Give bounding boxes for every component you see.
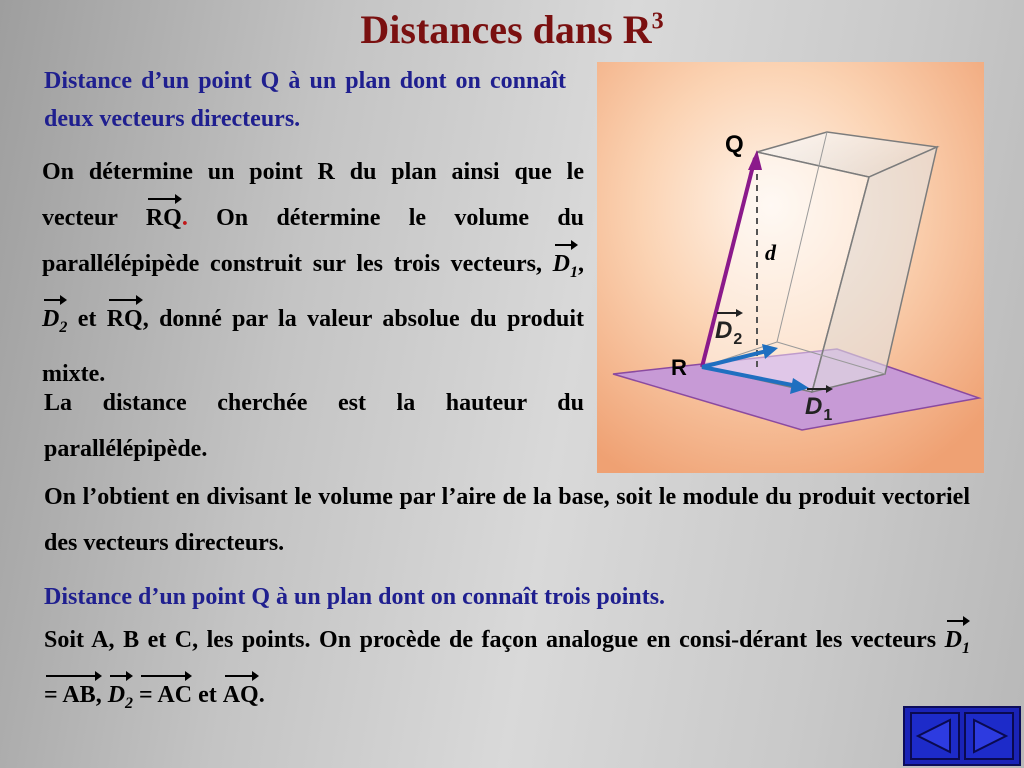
vector-d2: $D_2$	[42, 296, 67, 351]
section1-paragraph: On détermine un point R du plan ainsi que le vecteur RQ. On détermine le volume du parallélépipède construit sur les trois vecteurs, $D_1$, $D_2$ et RQ, donné par la valeur absolue du produit mixte.	[42, 159, 585, 387]
section1-heading: Distance d’un point Q à un plan dont on connaît deux vecteurs directeurs.	[44, 68, 566, 132]
vector-ac: = AC	[139, 672, 192, 718]
section1-paragraph-2: La distance cherchée est la hauteur du parallélépipède.	[44, 390, 584, 462]
vector-d2: $D_2$	[108, 672, 133, 727]
vector-d1: $D_1$	[945, 617, 970, 672]
section2-heading: Distance d’un point Q à un plan dont on connaît trois points.	[44, 584, 666, 610]
vector-d1: $D_1$	[553, 241, 578, 296]
label-d2: $D_2$	[715, 317, 743, 348]
arrow-left-icon	[912, 714, 958, 758]
vector-ab: = AB,	[44, 672, 102, 718]
label-d: d	[765, 240, 776, 265]
arrow-right-icon	[966, 714, 1012, 758]
section1-paragraph-3: On l’obtient en divisant le volume par l’aire de la base, soit le module du produit vectoriel des vecteurs directeurs.	[44, 484, 970, 556]
label-r: R	[671, 355, 687, 380]
slide-navigation	[903, 706, 1021, 766]
slide-title: Distances dans $R^3$	[360, 7, 664, 52]
vector-rq: RQ	[146, 195, 182, 241]
vector-rq-2: RQ	[107, 296, 143, 342]
label-d1: $D_1$	[805, 393, 833, 424]
next-slide-button[interactable]	[964, 712, 1014, 760]
vector-aq: AQ	[223, 672, 259, 718]
parallelepiped-diagram	[597, 62, 984, 473]
prev-slide-button[interactable]	[910, 712, 960, 760]
parallelepiped-figure	[597, 62, 984, 473]
section2-paragraph: Soit A, B et C, les points. On procède de façon analogue en consi-dérant les vecteurs $D_1$ = AB, $D_2$ = AC et AQ.	[44, 617, 970, 727]
label-q: Q	[725, 131, 744, 158]
